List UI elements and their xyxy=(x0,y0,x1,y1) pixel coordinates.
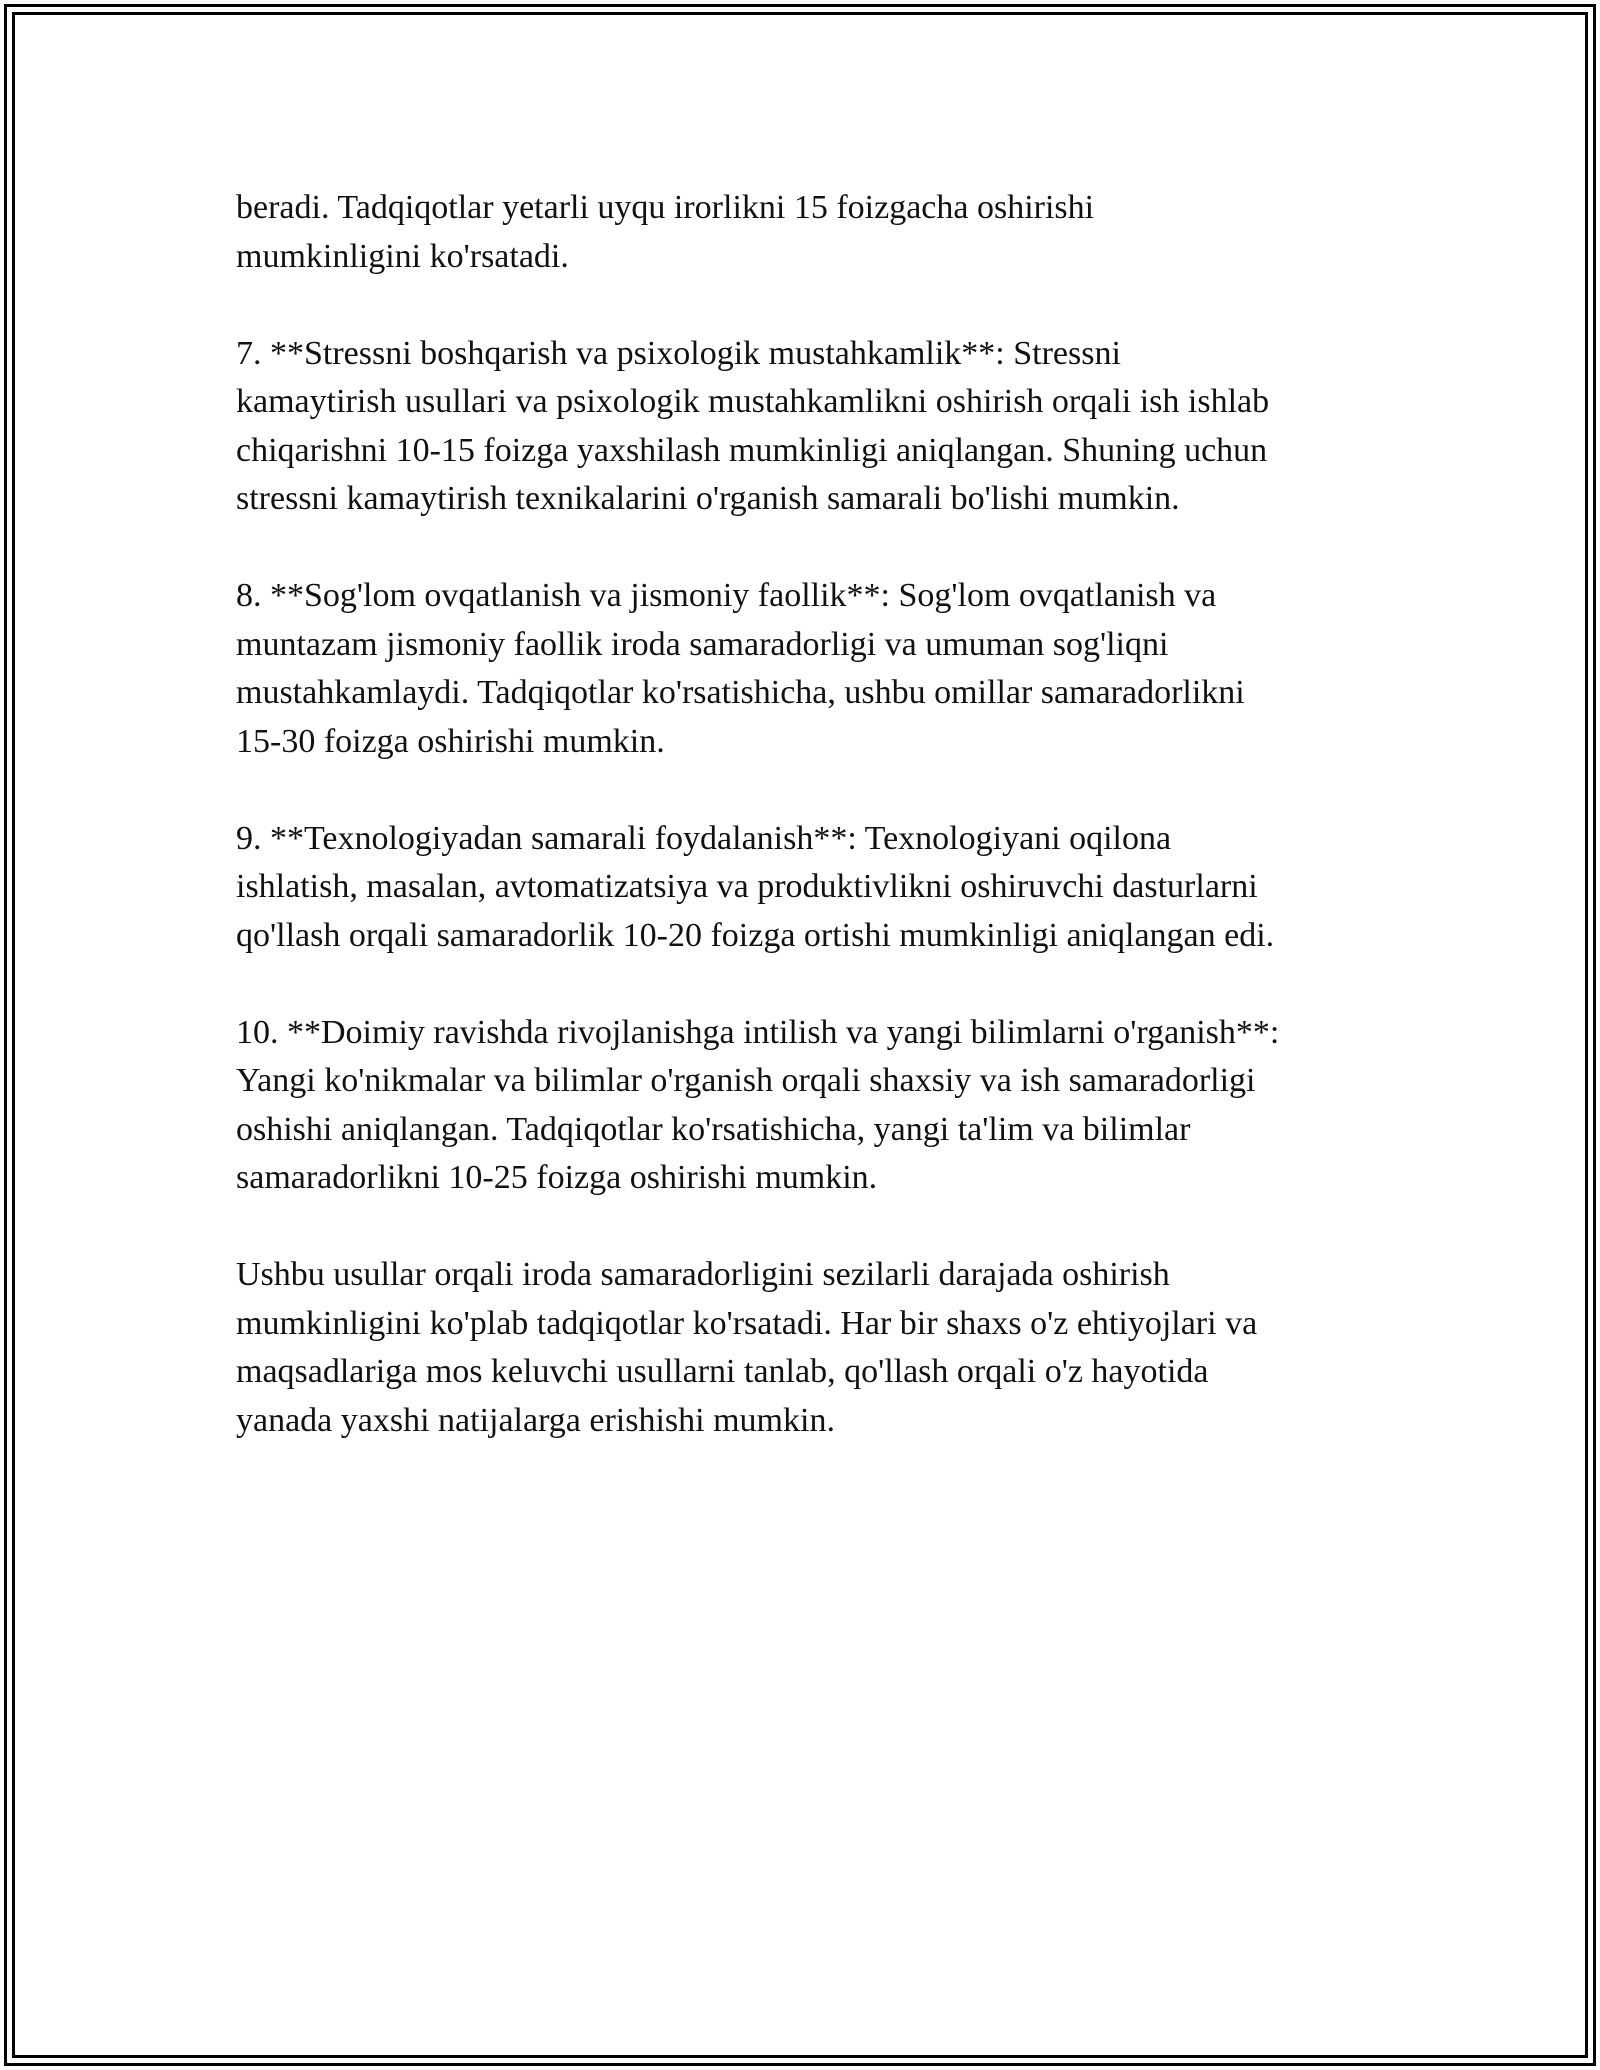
paragraph-conclusion: Ushbu usullar orqali iroda samaradorligini sezilarli darajada oshirish mumkinligini ko'plab tadqiqotlar ko'rsatadi. Har bir shaxs o'z ehtiyojlari va maqsadlariga mos keluvchi usullarni tanlab, qo'llash orqali o'z hayotida yanada yaxshi natijalarga erishishi mumkin. xyxy=(236,1256,1258,1439)
paragraph-item-9-technology: 9. **Texnologiyadan samarali foydalanish**: Texnologiyani oqilona ishlatish, masalan, avtomatizatsiya va produktivlikni oshiruvchi dasturlarni qo'llash orqali samaradorlik 10-20 foizga ortishi mumkinligi aniqlangan edi. xyxy=(236,819,1275,954)
paragraph-sleep-continuation: beradi. Tadqiqotlar yetarli uyqu irorlikni 15 foizgacha oshirishi mumkinligini ko'rsatadi. xyxy=(236,189,1095,275)
paragraph-item-8-nutrition: 8. **Sog'lom ovqatlanish va jismoniy faollik**: Sog'lom ovqatlanish va muntazam jismoniy faollik iroda samaradorligi va umuman sog'liqni mustahkamlaydi. Tadqiqotlar ko'rsatishicha, ushbu omillar samaradorlikni 15-30 foizga oshirishi mumkin. xyxy=(236,577,1245,760)
paragraph-item-7-stress: 7. **Stressni boshqarish va psixologik mustahkamlik**: Stressni kamaytirish usullari va psixologik mustahkamlikni oshirish orqali ish ishlab chiqarishni 10-15 foizga yaxshilash mumkinligi aniqlangan. Shuning uchun stressni kamaytirish texnikalarini o'rganish samarali bo'lishi mumkin. xyxy=(236,334,1270,517)
paragraph-item-10-learning: 10. **Doimiy ravishda rivojlanishga intilish va yangi bilimlarni o'rganish**: Yangi ko'nikmalar va bilimlar o'rganish orqali shaxsiy va ish samaradorligi oshishi aniqlangan. Tadqiqotlar ko'rsatishicha, yangi ta'lim va bilimlar samaradorlikni 10-25 foizga oshirishi mumkin. xyxy=(236,1013,1280,1196)
document-body xyxy=(236,184,1396,1494)
